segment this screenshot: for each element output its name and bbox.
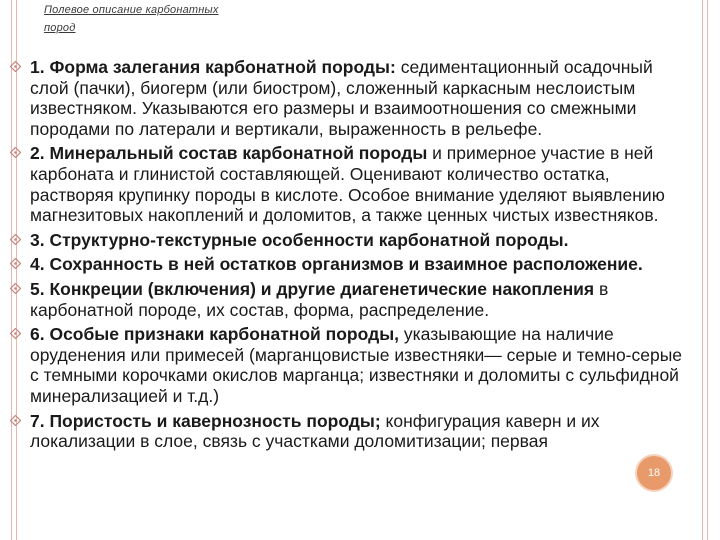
diamond-bullet-icon	[10, 283, 21, 294]
diamond-bullet-icon	[10, 234, 21, 245]
diamond-bullet-icon	[10, 61, 21, 72]
item-text: указывающие на наличие оруденения или примесей (марганцовистые известняки— серые и темно-серые с темными корочками окислов марганца; известняки и доломиты с сульфидной минерализацией и т.д.)	[30, 324, 683, 406]
list-item	[10, 143, 694, 225]
diamond-bullet-icon	[10, 258, 21, 269]
item-text: в карбонатной породе, их состав, форма, распределение.	[30, 278, 609, 320]
slide-title	[44, 1, 684, 37]
diamond-bullet-icon	[10, 328, 21, 339]
list-item	[10, 57, 694, 139]
list-item	[10, 254, 694, 275]
list-item	[10, 324, 694, 406]
item-heading: 7. Пористость и кавернозность породы;	[30, 410, 381, 431]
diamond-bullet-icon	[10, 415, 21, 426]
slide-title-line1: Полевое описание карбонатных	[44, 4, 219, 16]
page-number-badge: 18	[637, 456, 671, 490]
list-item	[10, 230, 694, 251]
item-heading: 5. Конкреции (включения) и другие диагенетические накопления	[30, 278, 595, 299]
right-border-rule	[707, 0, 708, 540]
bullet-list	[10, 57, 694, 456]
right-border-rule-inner	[702, 0, 703, 540]
item-heading: 6. Особые признаки карбонатной породы,	[30, 324, 399, 345]
list-item	[10, 411, 694, 452]
item-heading: 2. Минеральный состав карбонатной породы	[30, 143, 428, 164]
list-item	[10, 279, 694, 320]
item-text: конфигурация каверн и их локализации в слое, связь с участками доломитизации; первая	[30, 410, 600, 452]
item-heading: 4. Сохранность в ней остатков организмов и взаимное расположение.	[30, 254, 643, 275]
item-heading: 3. Структурно-текстурные особенности карбонатной породы.	[30, 229, 569, 250]
item-text: и примерное участие в ней карбоната и глинистой составляющей. Оценивают количество остатка, растворяя крупинку породы в кислоте. Особое внимание уделяют выявлению магнезитовых накоплений и доломитов, а также ценных чистых известняков.	[30, 143, 665, 226]
item-text: седиментационный осадочный слой (пачки), биогерм (или биостром), сложенный каркасным неслоистым известняком. Указываются его размеры и взаимоотношения со смежными породами по латерали и вертикали, выраженность в рельефе.	[30, 57, 653, 139]
item-heading: 1. Форма залегания карбонатной породы:	[30, 57, 396, 77]
slide-title-line2: пород	[44, 22, 76, 34]
diamond-bullet-icon	[10, 147, 21, 158]
